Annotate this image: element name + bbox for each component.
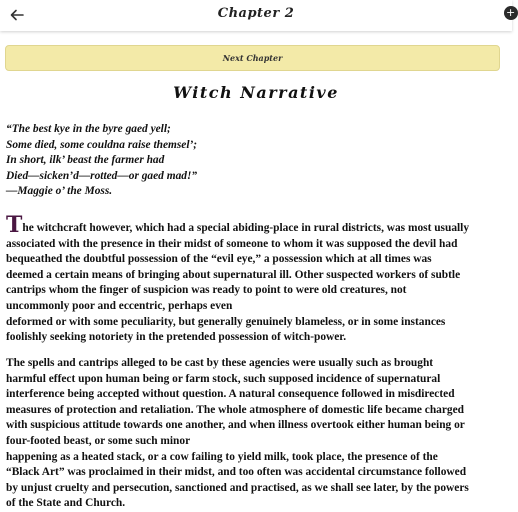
paragraph-line: “Black Art” was proclaimed in their midst, and too often was accidental circumstance followed (6, 466, 467, 479)
paragraph-line-text: he witchcraft however, which had a special abiding-place in rural districts, was most usually (22, 222, 470, 234)
paragraph-line: bequeathed the doubtful possession of the “evil eye,” a possession which at all times was (6, 253, 432, 266)
paragraph-line: with suspicious attitude towards one another, and when illness overtook either human being or (6, 419, 465, 432)
paragraph-line: associated with the presence in their midst of someone to whom it was supposed the devil had (6, 237, 458, 250)
paragraph-line (6, 212, 502, 238)
paragraph-line: happening as a heated stack, or a cow failing to yield milk, took place, the presence of the (6, 450, 438, 463)
paragraph-2 (6, 356, 502, 512)
paragraph-line: foolishly seeking notoriety in the pretended possession of witch-power. (6, 331, 347, 344)
paragraph-line: of the State and Church. (6, 497, 126, 510)
top-app-bar (0, 0, 516, 31)
section-title: Witch Narrative (173, 83, 339, 102)
next-chapter-button[interactable]: Next Chapter (5, 45, 500, 71)
plus-icon: + (506, 6, 516, 19)
paragraph-line: cantrips whom the finger of suspicion was ready to point to were old creatures, not (6, 284, 407, 297)
paragraph-line: by unjust cruelty and persecution, sanctioned and practised, as we shall see later, by the powers (6, 481, 469, 494)
paragraph-line: uncommonly poor and eccentric, perhaps even (6, 299, 233, 312)
verse-attribution: —Maggie o’ the Moss. (6, 185, 113, 198)
verse-line: In short, ilk’ beast the farmer had (6, 154, 165, 167)
menu-button[interactable] (504, 6, 518, 20)
paragraph-line: harmful effect upon human being or farm stock, such supposed incidence of supernatural (6, 372, 441, 385)
chapter-title: Chapter 2 (217, 6, 295, 21)
verse-line: “The best kye in the byre gaed yell; (6, 123, 171, 135)
verse-line: Some died, some couldna raise themsel’; (6, 138, 198, 151)
paragraph-line: deemed a certain means of bringing about supernatural ill. Other suspected workers of subtle (6, 268, 461, 281)
paragraph-line: The spells and cantrips alleged to be cast by these agencies were usually such as brought (6, 357, 434, 369)
drop-cap: T (6, 212, 23, 238)
verse-line: Died—sicken’d—rotted—or gaed mad!” (6, 169, 198, 182)
verse-block (6, 122, 426, 200)
paragraph-line: measures of protection and retaliation. The whole atmosphere of domestic life became charged (6, 403, 464, 416)
paragraph-line: four-footed beast, or some such minor (6, 434, 191, 447)
paragraph-line: interference being accepted without question. A natural consequence followed in misdirected (6, 388, 455, 401)
paragraph-line: deformed or with some peculiarity, but generally genuinely blameless, or in some instances (6, 315, 446, 328)
paragraph-1 (6, 212, 502, 346)
